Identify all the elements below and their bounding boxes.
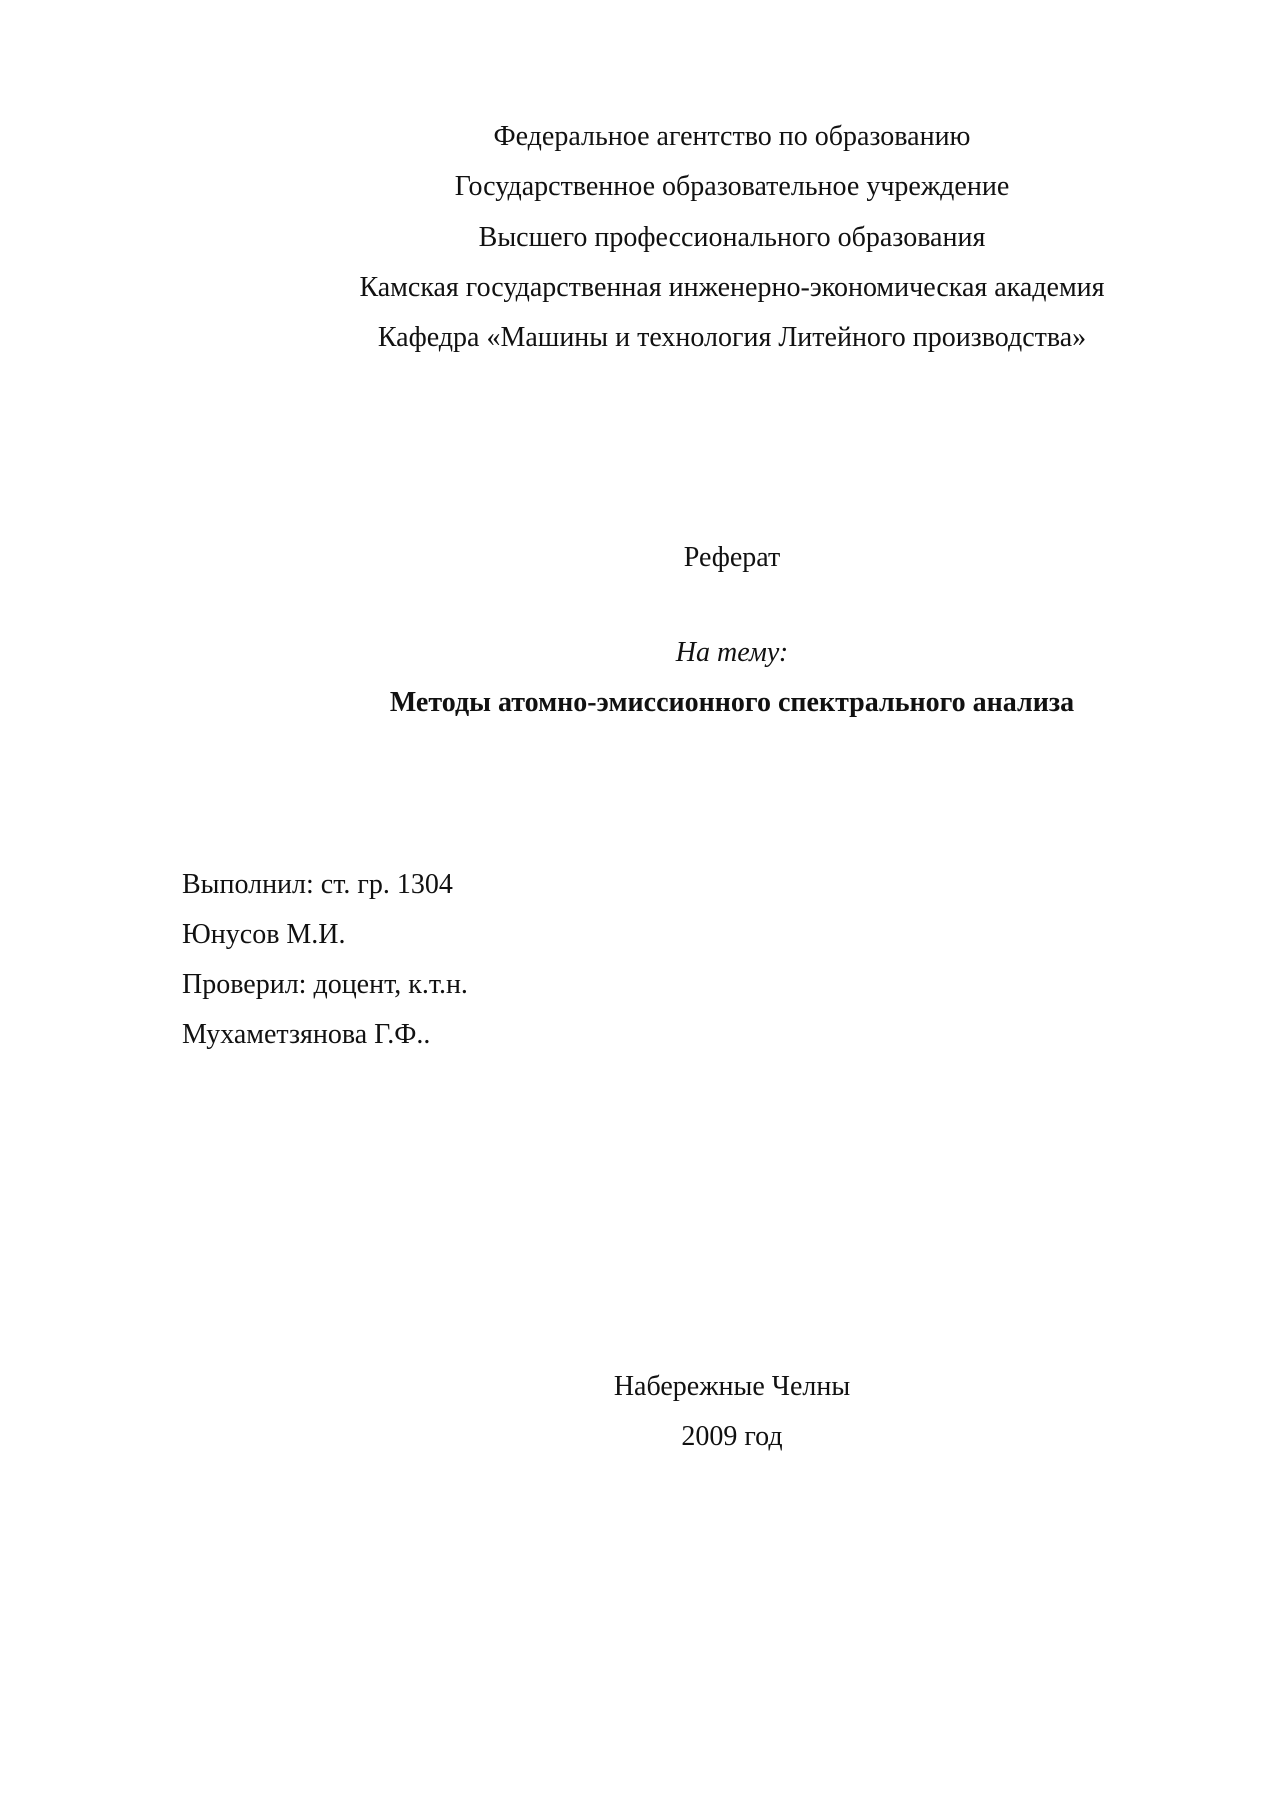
year: 2009 год bbox=[681, 1421, 783, 1452]
header-line-department: Кафедра «Машины и технология Литейного производства» bbox=[377, 322, 1087, 353]
header-line-agency: Федеральное агентство по образованию bbox=[493, 121, 971, 152]
student-name: Юнусов М.И. bbox=[182, 919, 346, 950]
performed-by: Выполнил: ст. гр. 1304 bbox=[182, 869, 453, 900]
city: Набережные Челны bbox=[613, 1371, 851, 1402]
header-line-institution: Государственное образовательное учреждение bbox=[454, 171, 1010, 202]
header-line-education-level: Высшего профессионального образования bbox=[478, 222, 986, 253]
checked-by: Проверил: доцент, к.т.н. bbox=[182, 969, 468, 1000]
header-line-academy: Камская государственная инженерно-экономическая академия bbox=[359, 272, 1105, 303]
teacher-name: Мухаметзянова Г.Ф.. bbox=[182, 1019, 431, 1050]
document-type: Реферат bbox=[683, 542, 781, 573]
topic-label: На тему: bbox=[675, 637, 789, 668]
topic-title: Методы атомно-эмиссионного спектрального анализа bbox=[389, 687, 1075, 718]
